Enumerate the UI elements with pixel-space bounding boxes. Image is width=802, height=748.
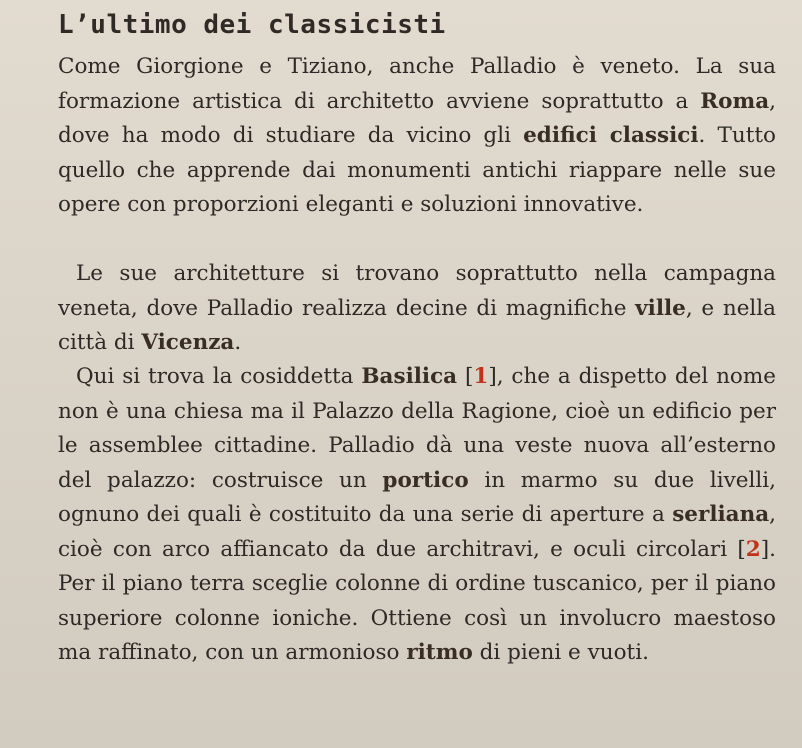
bold-term: serliana [672,502,770,527]
paragraph-3: Qui si trova la cosiddetta Basilica [1], che a dispetto del nome non è una chiesa ma il Palazzo della Ragione, cioè un edificio per le assemblee cittadine. Palladio dà una veste nuova all’esterno del palazzo: costruisce un portico in marmo su due livelli, ognuno dei quali è costituito da una serie di aperture a serliana, cioè con arco affiancato da due architravi, e oculi circolari [2]. Per il piano terra sceglie colonne di ordine tuscanico, per il piano superiore colonne ioniche. Ottiene così un involucro maestoso ma raffinato, con un armonioso ritmo di pieni e vuoti. [58,364,776,665]
bold-term: ville [635,295,686,321]
bold-term: portico [382,467,469,493]
bold-term: Roma [700,88,770,114]
paragraph-1: Come Giorgione e Tiziano, anche Palladio è veneto. La sua formazione artistica di architetto avviene soprattutto a Roma, dove ha modo di studiare da vicino gli edifici classici. Tutto quello che apprende dai monumenti antichi riappare nelle sue opere con proporzioni eleganti e soluzioni innovative. [58,54,776,217]
section-heading: L’ultimo dei classicisti [58,10,446,40]
paragraph-2: Le sue architetture si trovano soprattutto nella campagna veneta, dove Palladio realizza decine di magnifiche ville, e nella città di Vicenza. [58,261,776,355]
bold-term: Vicenza [141,330,235,355]
figure-reference: 1 [473,364,489,389]
bold-term: edifici classici [523,123,699,148]
bold-term: ritmo [406,640,473,665]
bold-term: Basilica [361,364,458,389]
figure-reference: 2 [745,536,761,562]
